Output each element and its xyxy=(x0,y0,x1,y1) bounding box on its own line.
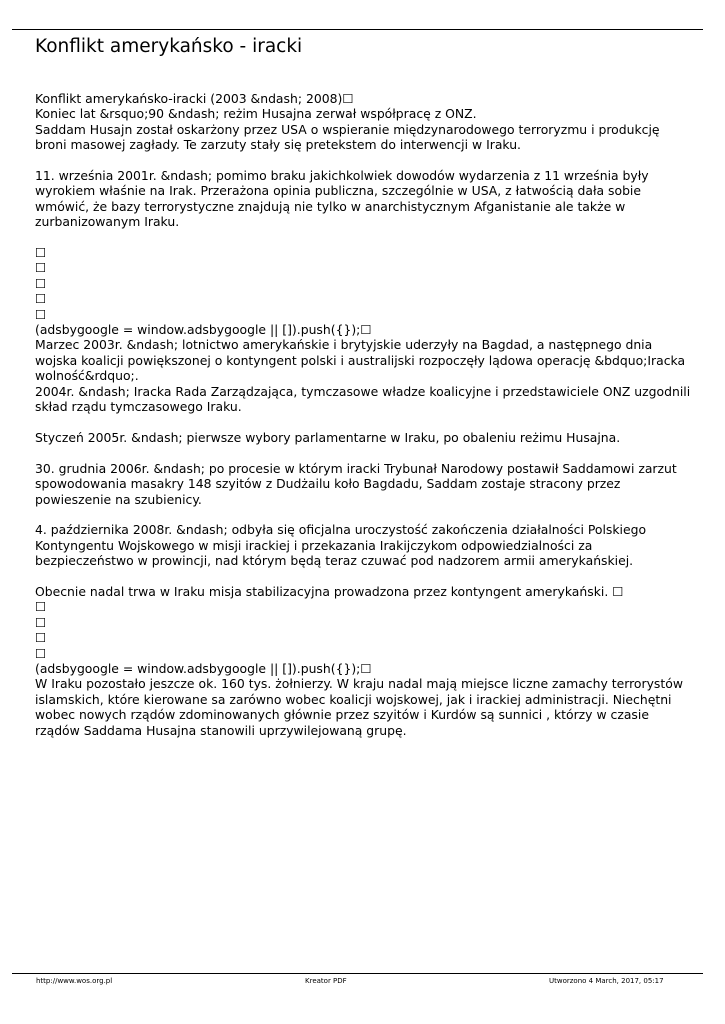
bottom-divider xyxy=(12,973,703,974)
text-line: ☐ xyxy=(35,275,47,291)
text-line: spowodowania masakry 148 szyitów z Dudżailu koło Bagdadu, Saddam zostaje stracony przez xyxy=(35,476,621,492)
blank-line xyxy=(35,415,695,430)
text-line: broni masowej zagłady. Te zarzuty stały się pretekstem do interwencji w Iraku. xyxy=(35,137,521,153)
text-line: 4. października 2008r. &ndash; odbyła się oficjalna uroczystość zakończenia działalności Polskiego xyxy=(35,522,647,538)
text-line: wyrokiem właśnie na Irak. Przerażona opinia publiczna, szczególnie w USA, z łatwością dała sobie xyxy=(35,183,641,199)
text-line: skład rządu tymczasowego Iraku. xyxy=(35,399,242,415)
text-line: ☐ xyxy=(35,306,47,322)
text-line: (adsbygoogle = window.adsbygoogle || []).push({});☐ xyxy=(35,322,372,338)
text-line: ☐ xyxy=(35,614,47,630)
text-line: ☐ xyxy=(35,630,47,646)
text-line: Marzec 2003r. &ndash; lotnictwo amerykańskie i brytyjskie uderzyły na Bagdad, a następnego dnia xyxy=(35,337,653,353)
text-line: islamskich, które kierowane sa zarówno wobec koalicji wojskowej, jak i irackiej administracji. Niechętni xyxy=(35,691,672,707)
text-line: wobec nowych rządów zdominowanych głównie przez szyitów i Kurdów są sunnici , którzy w czasie xyxy=(35,707,649,723)
text-line: (adsbygoogle = window.adsbygoogle || []).push({});☐ xyxy=(35,660,372,676)
blank-line xyxy=(35,230,695,245)
text-line: 30. grudnia 2006r. &ndash; po procesie w którym iracki Trybunał Narodowy postawił Saddamowi zarzut xyxy=(35,460,677,476)
text-line: 11. września 2001r. &ndash; pomimo braku jakichkolwiek dowodów wydarzenia z 11 września były xyxy=(35,168,649,184)
text-line: Kontyngentu Wojskowego w misji irackiej i przekazania Irakijczykom odpowiedzialności za xyxy=(35,537,593,553)
footer-created-date: Utworzono 4 March, 2017, 05:17 xyxy=(549,977,664,985)
blank-line xyxy=(35,153,695,168)
text-line: 2004r. &ndash; Iracka Rada Zarządzająca, tymczasowe władze koalicyjne i przedstawiciele ONZ uzgodnili xyxy=(35,383,691,399)
footer-url: http://www.wos.org.pl xyxy=(36,977,113,985)
text-line: wolność&rdquo;. xyxy=(35,368,139,384)
text-line: Styczeń 2005r. &ndash; pierwsze wybory parlamentarne w Iraku, po obaleniu reżimu Husajna. xyxy=(35,429,621,445)
text-line: rządów Saddama Husajna stanowili uprzywilejowaną grupę. xyxy=(35,722,407,738)
top-divider xyxy=(12,29,703,30)
text-line: Konflikt amerykańsko-iracki (2003 &ndash; 2008)☐ xyxy=(35,91,354,106)
text-line: bezpieczeństwo w prowincji, nad którym będą teraz czuwać pod nadzorem armii amerykańskiej. xyxy=(35,553,634,569)
text-line: ☐ xyxy=(35,291,47,307)
blank-line xyxy=(35,569,695,584)
blank-line xyxy=(35,445,695,460)
text-line: wmówić, że bazy terrorystyczne znajdują nie tylko w anarchistycznym Afganistanie ale także w xyxy=(35,198,626,214)
text-line: Koniec lat &rsquo;90 &ndash; reżim Husajna zerwał współpracę z ONZ. xyxy=(35,106,477,122)
text-line: Obecnie nadal trwa w Iraku misja stabilizacyjna prowadzona przez kontyngent amerykański. ☐ xyxy=(35,583,624,599)
text-line: ☐ xyxy=(35,260,47,276)
blank-line xyxy=(35,507,695,522)
text-line: ☐ xyxy=(35,645,47,661)
footer-generator: Kreator PDF xyxy=(305,977,347,985)
article-body xyxy=(35,91,695,738)
text-line: powieszenie na szubienicy. xyxy=(35,491,202,507)
text-line: W Iraku pozostało jeszcze ok. 160 tys. żołnierzy. W kraju nadal mają miejsce liczne zamachy terrorystów xyxy=(35,676,683,692)
text-line: Saddam Husajn został oskarżony przez USA o wspieranie międzynarodowego terroryzmu i produkcję xyxy=(35,121,660,137)
text-line: ☐ xyxy=(35,599,47,615)
text-line: ☐ xyxy=(35,245,47,261)
text-line: zurbanizowanym Iraku. xyxy=(35,214,180,230)
page-title: Konflikt amerykańsko - iracki xyxy=(35,36,303,57)
text-line: wojska koalicji powiększonej o kontyngent polski i australijski rozpoczęły lądowa operację &bdquo;Iracka xyxy=(35,352,686,368)
